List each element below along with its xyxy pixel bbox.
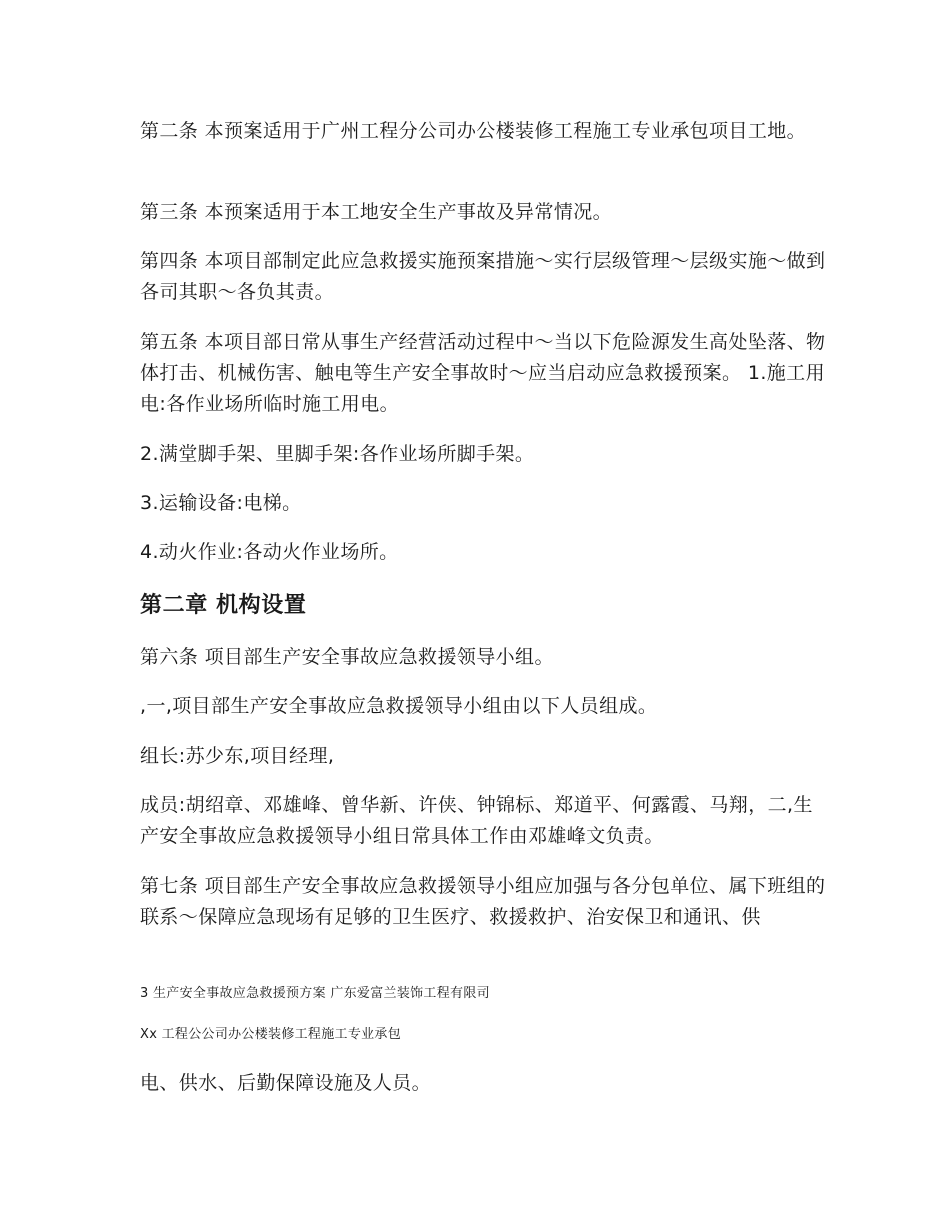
hazard-item-4: 4.动火作业:各动火作业场所。: [140, 541, 399, 563]
chapter-heading: 第二章 机构设置: [140, 593, 307, 618]
article-2-paragraph: 第二条 本预案适用于广州工程分公司办公楼装修工程施工专业承包项目工地。: [140, 120, 807, 142]
hazard-item-2: 2.满堂脚手架、里脚手架:各作业场所脚手架。: [140, 443, 535, 465]
page-footer-line-2: Xx 工程公公司办公楼装修工程施工专业承包: [140, 1027, 402, 1042]
article-6-paragraph: 第六条 项目部生产安全事故应急救援领导小组。: [140, 646, 554, 668]
group-members-paragraph: 成员:胡绍章、邓雄峰、曾华新、许侠、钟锦标、郑道平、何露霞、马翔，二,生产安全事故应急救援领导小组日常具体工作由邓雄峰文负责。: [140, 794, 813, 847]
article-4-paragraph: 第四条 本项目部制定此应急救援实施预案措施～实行层级管理～层级实施～做到各司其职～各负其责。: [140, 250, 826, 303]
group-leader-paragraph: 组长:苏少东,项目经理,: [140, 745, 335, 767]
hazard-item-3: 3.运输设备:电梯。: [140, 492, 302, 514]
group-composition-paragraph: ,一,项目部生产安全事故应急救援领导小组由以下人员组成。: [140, 695, 658, 717]
page-footer-line-1: 3 生产安全事故应急救援预方案 广东爱富兰装饰工程有限司: [140, 986, 490, 1001]
article-7-paragraph: 第七条 项目部生产安全事故应急救援领导小组应加强与各分包单位、属下班组的联系～保障应急现场有足够的卫生医疗、救援救护、治安保卫和通讯、供: [140, 875, 826, 928]
article-3-paragraph: 第三条 本预案适用于本工地安全生产事故及异常情况。: [140, 201, 613, 223]
continuation-paragraph: 电、供水、后勤保障设施及人员。: [140, 1072, 432, 1094]
article-5-paragraph: 第五条 本项目部日常从事生产经营活动过程中～当以下危险源发生高处坠落、物体打击、机械伤害、触电等生产安全事故时～应当启动应急救援预案。 1.施工用电:各作业场所临时施工用电。: [140, 331, 826, 415]
